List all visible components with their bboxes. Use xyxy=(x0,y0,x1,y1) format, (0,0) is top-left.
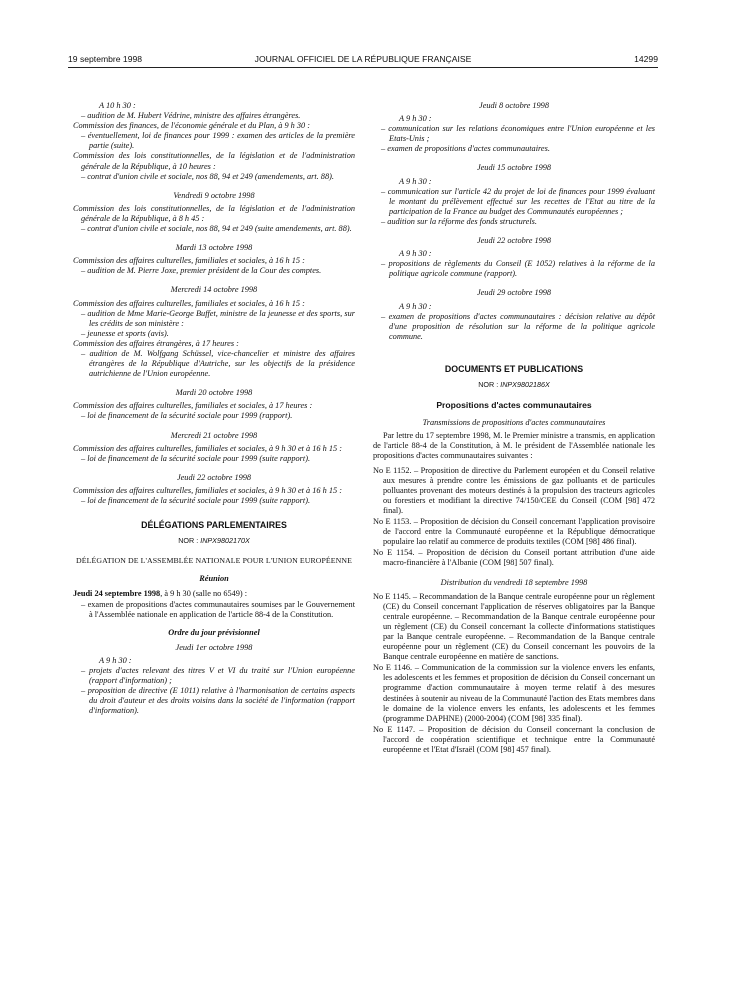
agenda-item: – projets d'actes relevant des titres V et VI du traité sur l'Union européenne (rapport d'information) ; xyxy=(81,666,355,686)
commission-name: Commission des affaires étrangères, à 17 heures : xyxy=(73,338,239,348)
meeting-date: Jeudi 24 septembre 1998 xyxy=(73,589,161,599)
act-entry: No E 1146. – Communication de la commission sur la violence envers les enfants, les adolescents et les femmes et proposition de décision du Conseil concernant un programme d'action communautaire à moyen terme relatif à des mesures destinées à soutenir au niveau de la Communauté l'action des Etats membres dans le domaine de la violence envers les enfants, les adolescents et les femmes (programme DAPHNE) (2000-2004) (COM [98] 335 final). xyxy=(373,663,655,723)
date-heading: Jeudi 22 octobre 1998 xyxy=(476,236,552,246)
act-entry: No E 1145. – Recommandation de la Banque centrale européenne pour un règlement (CE) du Conseil concernant l'application de réserves obligatoires par la Banque centrale européenne. – Recommandation de la Banque centrale européenne pour un règlement (CE) du Conseil concernant la collecte d'informations statistiques par la Banque centrale européenne. – Recommandation de la Banque centrale européenne pour un règlement (CE) du Conseil concernant les pouvoirs de la Banque centrale européenne en matière de sanctions. xyxy=(373,591,655,662)
date-heading: Jeudi 22 octobre 1998 xyxy=(176,472,252,482)
subsection-title: Ordre du jour prévisionnel xyxy=(168,627,260,637)
agenda-item: – communication sur l'article 42 du projet de loi de finances pour 1999 évaluant le montant du prélèvement effectué sur les recettes de l'Etat au titre de la participation de la France au budget des Communautés européennes ; xyxy=(381,186,655,216)
commission-name: Commission des lois constitutionnelles, de la législation et de l'administration générale de la République, à 8 h 45 : xyxy=(73,203,355,223)
date-heading: Mercredi 14 octobre 1998 xyxy=(170,285,258,295)
running-header xyxy=(68,54,658,68)
publication-title: Propositions d'actes communautaires xyxy=(436,400,592,411)
date-heading: Jeudi 29 octobre 1998 xyxy=(476,288,552,298)
agenda-item: – loi de financement de la sécurité sociale pour 1999 (suite rapport). xyxy=(81,496,311,505)
agenda-item: – audition de M. Wolfgang Schüssel, vice-chancelier et ministre des affaires étrangères de la République d'Autriche, sur les objectifs de la présidence autrichienne de l'Union européenne. xyxy=(81,348,355,379)
nor-code: INPX9802170X xyxy=(200,536,250,546)
agenda-time: A 9 h 30 : xyxy=(99,655,132,665)
left-column xyxy=(73,101,355,717)
agenda-time: A 9 h 30 : xyxy=(399,301,432,311)
agenda-item: – éventuellement, loi de finances pour 1999 : examen des articles de la première partie (suite). xyxy=(81,131,355,151)
commission-name: Commission des affaires culturelles, familiales et sociales, à 17 heures : xyxy=(73,401,313,411)
agenda-time: A 9 h 30 : xyxy=(399,249,432,259)
act-entry: No E 1153. – Proposition de décision du Conseil concernant l'application provisoire de l'accord entre la Communauté européenne et la République démocratique populaire lao relatif au commerce de produits textiles (COM [98] 486 final). xyxy=(373,517,655,547)
agenda-item: – communication sur les relations économiques entre l'Union européenne et les Etats-Unis ; xyxy=(381,124,655,144)
subsection-title: Transmissions de propositions d'actes communautaires xyxy=(422,418,606,428)
agenda-item: – loi de financement de la sécurité sociale pour 1999 (suite rapport). xyxy=(81,453,311,463)
agenda-time: A 10 h 30 : xyxy=(99,101,136,110)
act-entry: No E 1147. – Proposition de décision du Conseil concernant la conclusion de l'accord de coopération scientifique et technique entre la Communauté européenne et l'Etat d'Israël (COM [98] 457 final). xyxy=(373,724,655,754)
nor-label: NOR : xyxy=(478,379,499,389)
agenda-item: – audition sur la réforme des fonds structurels. xyxy=(381,216,537,226)
subsection-title: Distribution du vendredi 18 septembre 1998 xyxy=(440,578,588,588)
agenda-item: – audition de M. Hubert Védrine, ministre des affaires étrangères. xyxy=(81,111,301,121)
agenda-item: – examen de propositions d'actes communautaires soumises par le Gouvernement à l'Assemblée nationale en application de l'article 88-4 de la Constitution. xyxy=(81,599,355,619)
date-heading: Mercredi 21 octobre 1998 xyxy=(170,430,258,440)
header-journal-title: JOURNAL OFFICIEL DE LA RÉPUBLIQUE FRANÇAISE xyxy=(254,54,472,64)
commission-name: Commission des finances, de l'économie générale et du Plan, à 9 h 30 : xyxy=(73,121,311,131)
nor-code: INPX9802186X xyxy=(500,379,550,389)
date-heading: Jeudi 15 octobre 1998 xyxy=(476,163,552,173)
section-heading: DÉLÉGATIONS PARLEMENTAIRES xyxy=(141,520,287,531)
date-heading: Mardi 20 octobre 1998 xyxy=(175,388,253,398)
delegation-name: DÉLÉGATION DE L'ASSEMBLÉE NATIONALE POUR L'UNION EUROPÉENNE xyxy=(76,556,352,566)
meeting-details: , à 9 h 30 (salle no 6549) : xyxy=(160,589,248,599)
commission-name: Commission des lois constitutionnelles, de la législation et de l'administration générale de la République, à 10 heures : xyxy=(73,151,355,171)
commission-name: Commission des affaires culturelles, familiales et sociales, à 9 h 30 et à 16 h 15 : xyxy=(73,485,343,495)
header-date: 19 septembre 1998 xyxy=(68,54,143,64)
agenda-item: – contrat d'union civile et sociale, nos 88, 94 et 249 (amendements, art. 88). xyxy=(81,171,334,181)
right-column xyxy=(373,101,655,755)
agenda-item: – examen de propositions d'actes communautaires. xyxy=(381,144,550,154)
act-entry: No E 1154. – Proposition de décision du Conseil portant attribution d'une aide macro-financière à l'Albanie (COM [98] 507 final). xyxy=(373,548,655,568)
section-heading: DOCUMENTS ET PUBLICATIONS xyxy=(444,363,584,374)
meeting-line xyxy=(73,589,355,599)
header-page-number: 14299 xyxy=(634,54,658,64)
nor-reference xyxy=(73,536,355,546)
date-heading: Jeudi 8 octobre 1998 xyxy=(479,101,549,110)
date-heading: Vendredi 9 octobre 1998 xyxy=(173,190,255,200)
nor-reference xyxy=(373,380,655,390)
agenda-item: – audition de M. Pierre Joxe, premier président de la Cour des comptes. xyxy=(81,266,322,276)
date-heading: Jeudi 1er octobre 1998 xyxy=(175,642,253,652)
agenda-time: A 9 h 30 : xyxy=(399,114,432,124)
nor-label: NOR : xyxy=(178,536,199,546)
agenda-item: – contrat d'union civile et sociale, nos 88, 94 et 249 (suite amendements, art. 88). xyxy=(81,224,352,234)
commission-name: Commission des affaires culturelles, familiales et sociales, à 16 h 15 : xyxy=(73,298,305,308)
agenda-item: – loi de financement de la sécurité sociale pour 1999 (rapport). xyxy=(81,411,293,421)
agenda-item: – audition de Mme Marie-George Buffet, ministre de la jeunesse et des sports, sur les crédits de son ministère : xyxy=(81,308,355,328)
date-heading: Mardi 13 octobre 1998 xyxy=(175,243,253,253)
subsection-title: Réunion xyxy=(199,574,229,584)
agenda-item: – proposition de directive (E 1011) relative à l'harmonisation de certains aspects du droit d'auteur et des droits voisins dans la société de l'information (rapport d'information). xyxy=(81,686,355,716)
commission-name: Commission des affaires culturelles, familiales et sociales, à 16 h 15 : xyxy=(73,256,305,266)
agenda-item: – propositions de règlements du Conseil (E 1052) relatives à la réforme de la politique agricole commune (rapport). xyxy=(381,259,655,279)
agenda-time: A 9 h 30 : xyxy=(399,176,432,186)
header-rule xyxy=(68,67,658,68)
commission-name: Commission des affaires culturelles, familiales et sociales, à 9 h 30 et à 16 h 15 : xyxy=(73,443,343,453)
agenda-item: – examen de propositions d'actes communautaires : décision relative au dépôt d'une proposition de résolution sur la réforme de la politique agricole commune. xyxy=(381,311,655,341)
intro-paragraph: Par lettre du 17 septembre 1998, M. le Premier ministre a transmis, en application de l'article 88-4 de la Constitution, à M. le président de l'Assemblée nationale les propositions d'actes communautaires suivantes : xyxy=(373,431,655,461)
agenda-item: – jeunesse et sports (avis). xyxy=(81,328,169,338)
act-entry: No E 1152. – Proposition de directive du Parlement européen et du Conseil relative aux mesures à prendre contre les émissions de gaz polluants et de particules polluantes provenant des moteurs destinés à la propulsion des tracteurs agricoles ou forestiers et modifiant la directive 74/150/CEE du Conseil (COM [98] 472 final). xyxy=(373,465,655,515)
